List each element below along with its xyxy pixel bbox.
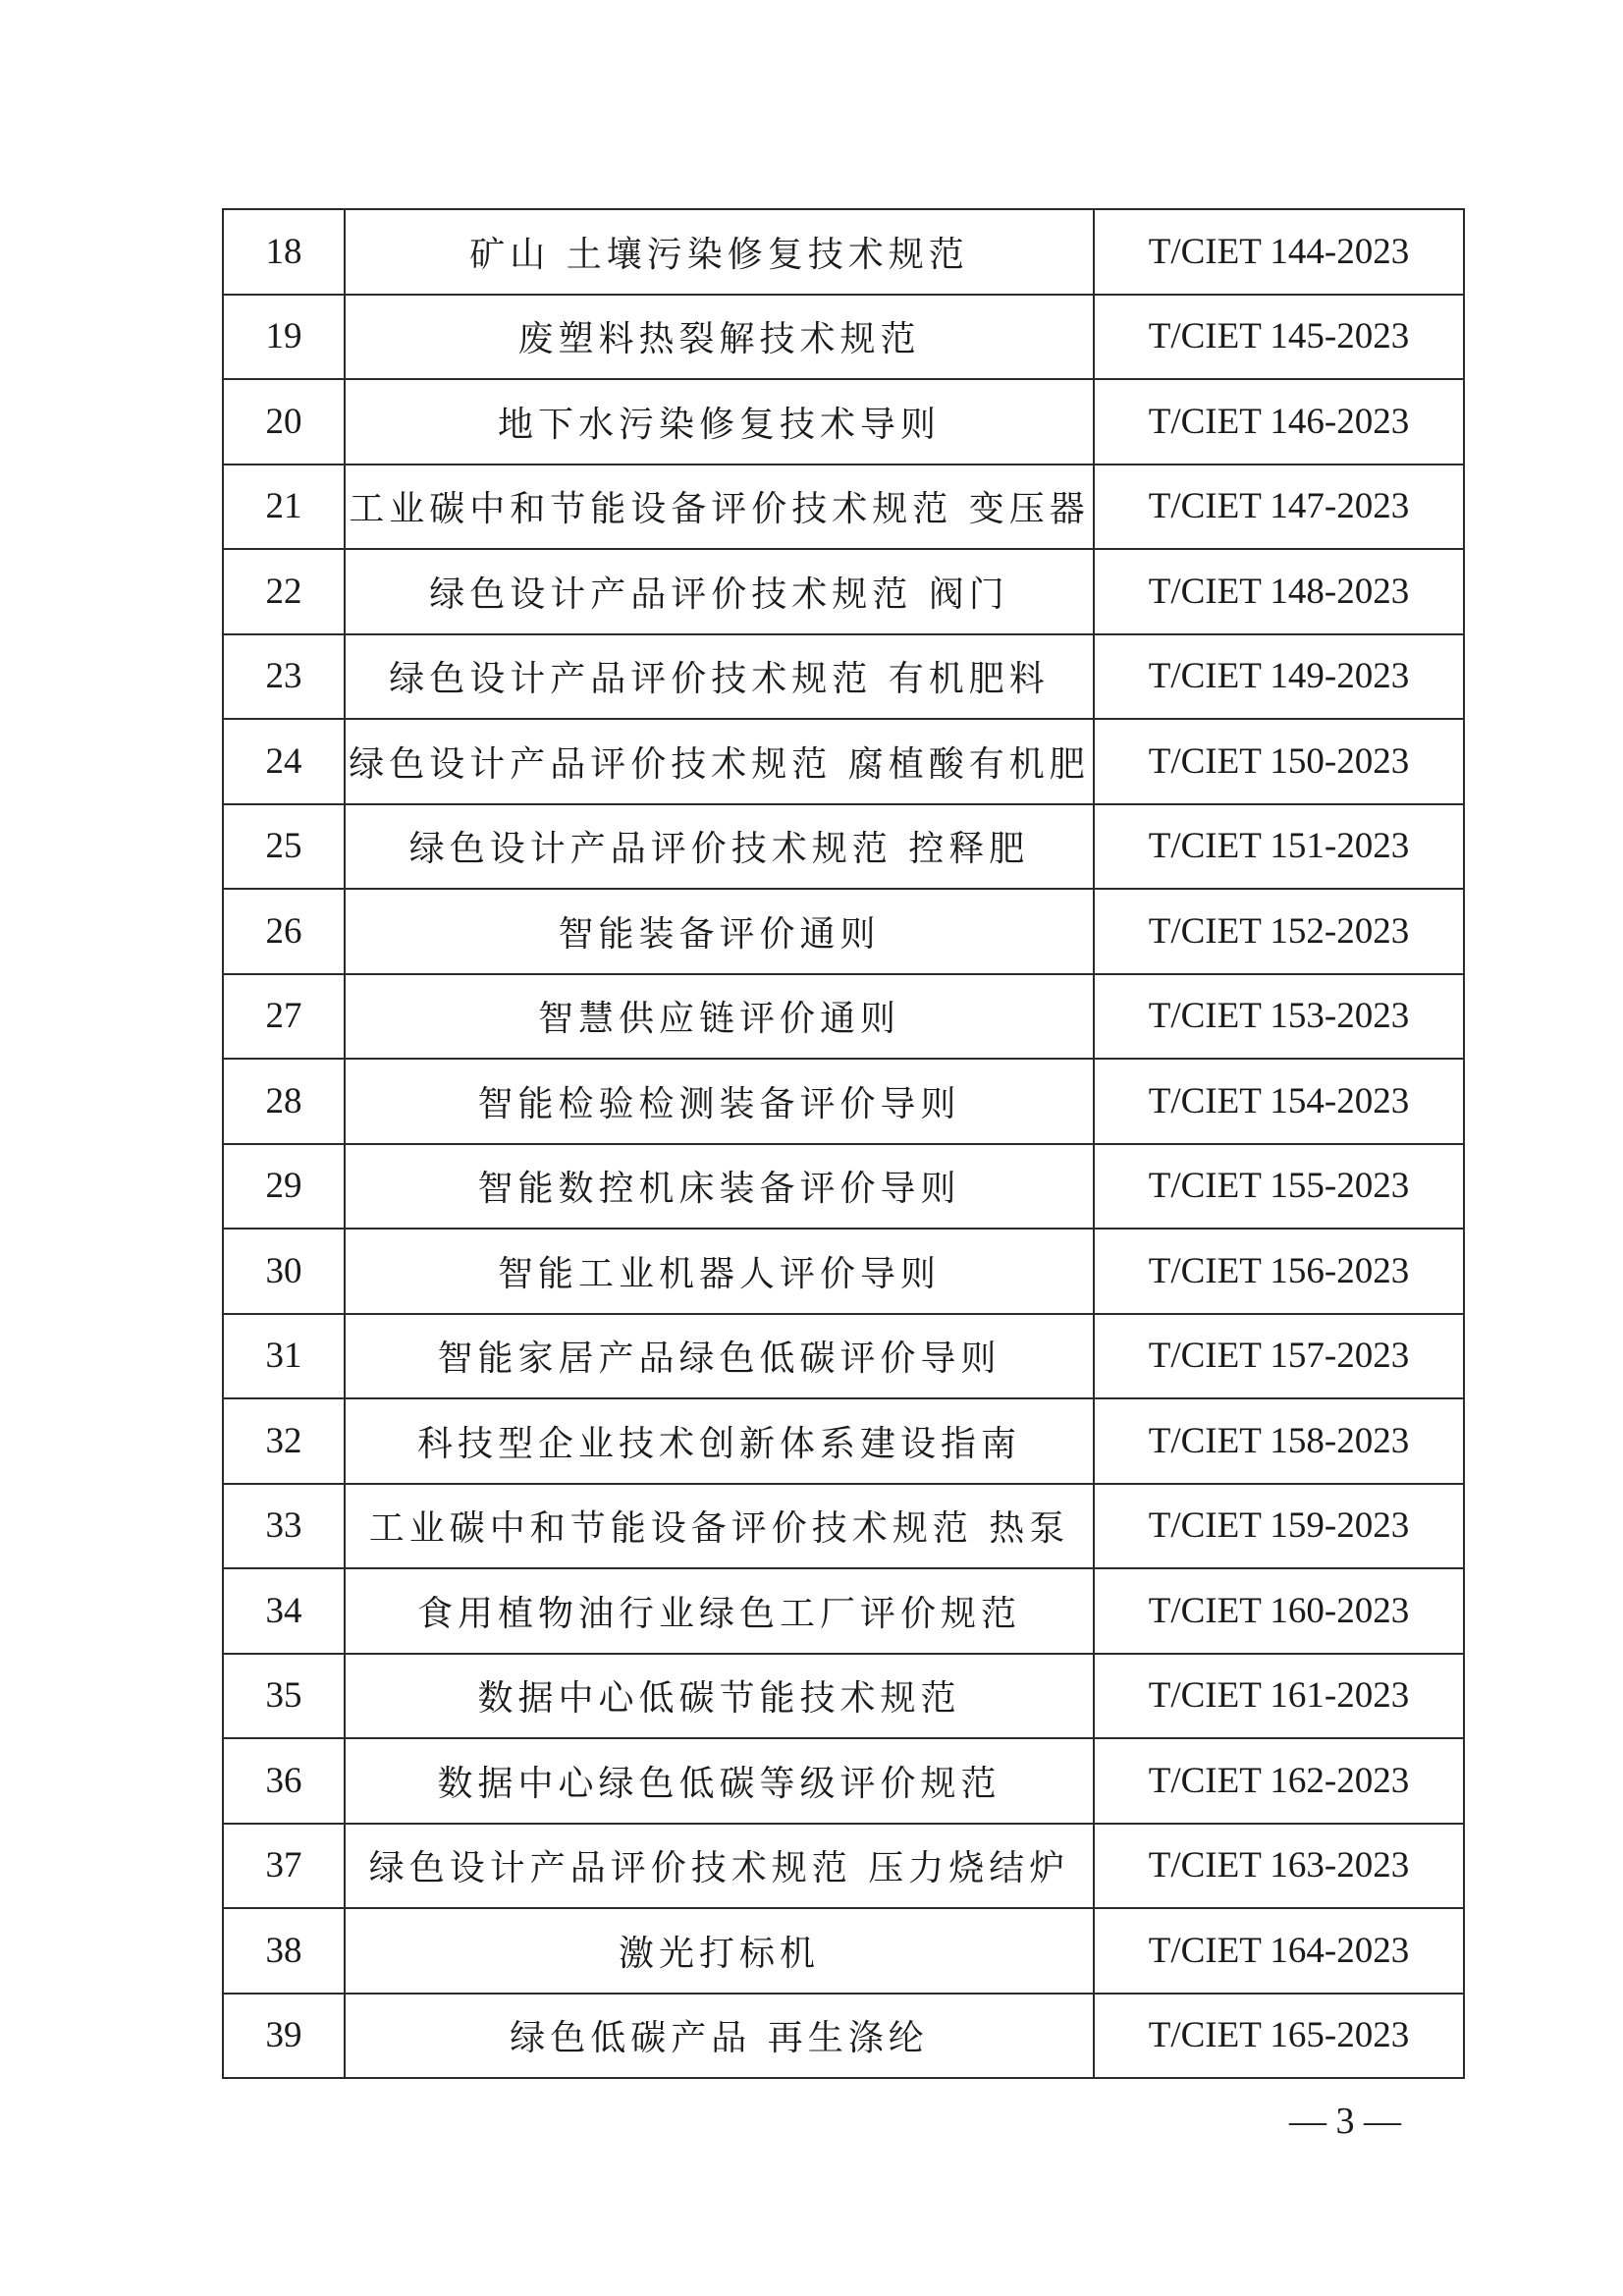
standard-code-cell: T/CIET 150-2023 <box>1094 719 1464 804</box>
page-number: — 3 — <box>1289 2101 1401 2142</box>
table-row <box>223 1144 1464 1230</box>
standard-code-cell: T/CIET 158-2023 <box>1094 1398 1464 1484</box>
row-number-cell: 21 <box>223 465 345 550</box>
row-number-cell: 31 <box>223 1314 345 1399</box>
table-row <box>223 1994 1464 2079</box>
row-number-cell: 20 <box>223 379 345 465</box>
standard-name-cell: 食用植物油行业绿色工厂评价规范 <box>345 1568 1094 1654</box>
standard-name-cell: 智能装备评价通则 <box>345 889 1094 974</box>
table-row <box>223 634 1464 720</box>
table-row <box>223 549 1464 634</box>
standard-name-cell: 工业碳中和节能设备评价技术规范 变压器 <box>345 465 1094 550</box>
standard-name-cell: 智能检验检测装备评价导则 <box>345 1059 1094 1144</box>
standard-code-cell: T/CIET 146-2023 <box>1094 379 1464 465</box>
table-row <box>223 465 1464 550</box>
table-row <box>223 804 1464 890</box>
standard-code-cell: T/CIET 161-2023 <box>1094 1654 1464 1739</box>
standard-code-cell: T/CIET 159-2023 <box>1094 1484 1464 1569</box>
row-number-cell: 27 <box>223 974 345 1060</box>
standard-name-cell: 工业碳中和节能设备评价技术规范 热泵 <box>345 1484 1094 1569</box>
table-row <box>223 1229 1464 1314</box>
table-row <box>223 1568 1464 1654</box>
standard-code-cell: T/CIET 154-2023 <box>1094 1059 1464 1144</box>
row-number-cell: 24 <box>223 719 345 804</box>
row-number-cell: 22 <box>223 549 345 634</box>
standard-code-cell: T/CIET 147-2023 <box>1094 465 1464 550</box>
standard-name-cell: 矿山 土壤污染修复技术规范 <box>345 209 1094 295</box>
table-row <box>223 379 1464 465</box>
standard-code-cell: T/CIET 165-2023 <box>1094 1994 1464 2079</box>
row-number-cell: 19 <box>223 295 345 380</box>
row-number-cell: 37 <box>223 1824 345 1909</box>
standard-name-cell: 绿色设计产品评价技术规范 腐植酸有机肥 <box>345 719 1094 804</box>
standard-name-cell: 数据中心绿色低碳等级评价规范 <box>345 1738 1094 1824</box>
standard-name-cell: 绿色低碳产品 再生涤纶 <box>345 1994 1094 2079</box>
row-number-cell: 35 <box>223 1654 345 1739</box>
standard-code-cell: T/CIET 155-2023 <box>1094 1144 1464 1230</box>
table-row <box>223 295 1464 380</box>
standard-code-cell: T/CIET 145-2023 <box>1094 295 1464 380</box>
row-number-cell: 36 <box>223 1738 345 1824</box>
standard-name-cell: 智能工业机器人评价导则 <box>345 1229 1094 1314</box>
table-row <box>223 889 1464 974</box>
standard-code-cell: T/CIET 148-2023 <box>1094 549 1464 634</box>
table-row <box>223 1314 1464 1399</box>
standard-name-cell: 智能数控机床装备评价导则 <box>345 1144 1094 1230</box>
row-number-cell: 38 <box>223 1908 345 1994</box>
standard-name-cell: 数据中心低碳节能技术规范 <box>345 1654 1094 1739</box>
standard-name-cell: 激光打标机 <box>345 1908 1094 1994</box>
standard-code-cell: T/CIET 152-2023 <box>1094 889 1464 974</box>
standard-code-cell: T/CIET 153-2023 <box>1094 974 1464 1060</box>
row-number-cell: 26 <box>223 889 345 974</box>
table-row <box>223 1484 1464 1569</box>
row-number-cell: 34 <box>223 1568 345 1654</box>
standards-table-body <box>223 209 1464 2078</box>
row-number-cell: 28 <box>223 1059 345 1144</box>
row-number-cell: 39 <box>223 1994 345 2079</box>
table-row <box>223 209 1464 295</box>
standards-table <box>222 208 1465 2079</box>
standard-code-cell: T/CIET 151-2023 <box>1094 804 1464 890</box>
standard-code-cell: T/CIET 156-2023 <box>1094 1229 1464 1314</box>
table-row <box>223 1059 1464 1144</box>
standard-name-cell: 智慧供应链评价通则 <box>345 974 1094 1060</box>
standard-name-cell: 科技型企业技术创新体系建设指南 <box>345 1398 1094 1484</box>
standard-code-cell: T/CIET 163-2023 <box>1094 1824 1464 1909</box>
row-number-cell: 29 <box>223 1144 345 1230</box>
table-row <box>223 1824 1464 1909</box>
standard-name-cell: 地下水污染修复技术导则 <box>345 379 1094 465</box>
standard-name-cell: 绿色设计产品评价技术规范 有机肥料 <box>345 634 1094 720</box>
row-number-cell: 30 <box>223 1229 345 1314</box>
standard-code-cell: T/CIET 149-2023 <box>1094 634 1464 720</box>
standard-name-cell: 绿色设计产品评价技术规范 控释肥 <box>345 804 1094 890</box>
standard-name-cell: 绿色设计产品评价技术规范 阀门 <box>345 549 1094 634</box>
table-row <box>223 1398 1464 1484</box>
standard-name-cell: 废塑料热裂解技术规范 <box>345 295 1094 380</box>
standard-code-cell: T/CIET 160-2023 <box>1094 1568 1464 1654</box>
standard-code-cell: T/CIET 164-2023 <box>1094 1908 1464 1994</box>
row-number-cell: 23 <box>223 634 345 720</box>
standard-code-cell: T/CIET 144-2023 <box>1094 209 1464 295</box>
table-row <box>223 1738 1464 1824</box>
standard-name-cell: 绿色设计产品评价技术规范 压力烧结炉 <box>345 1824 1094 1909</box>
standard-name-cell: 智能家居产品绿色低碳评价导则 <box>345 1314 1094 1399</box>
table-row <box>223 719 1464 804</box>
table-row <box>223 1654 1464 1739</box>
standard-code-cell: T/CIET 162-2023 <box>1094 1738 1464 1824</box>
table-row <box>223 974 1464 1060</box>
standard-code-cell: T/CIET 157-2023 <box>1094 1314 1464 1399</box>
row-number-cell: 18 <box>223 209 345 295</box>
row-number-cell: 25 <box>223 804 345 890</box>
table-row <box>223 1908 1464 1994</box>
row-number-cell: 33 <box>223 1484 345 1569</box>
row-number-cell: 32 <box>223 1398 345 1484</box>
